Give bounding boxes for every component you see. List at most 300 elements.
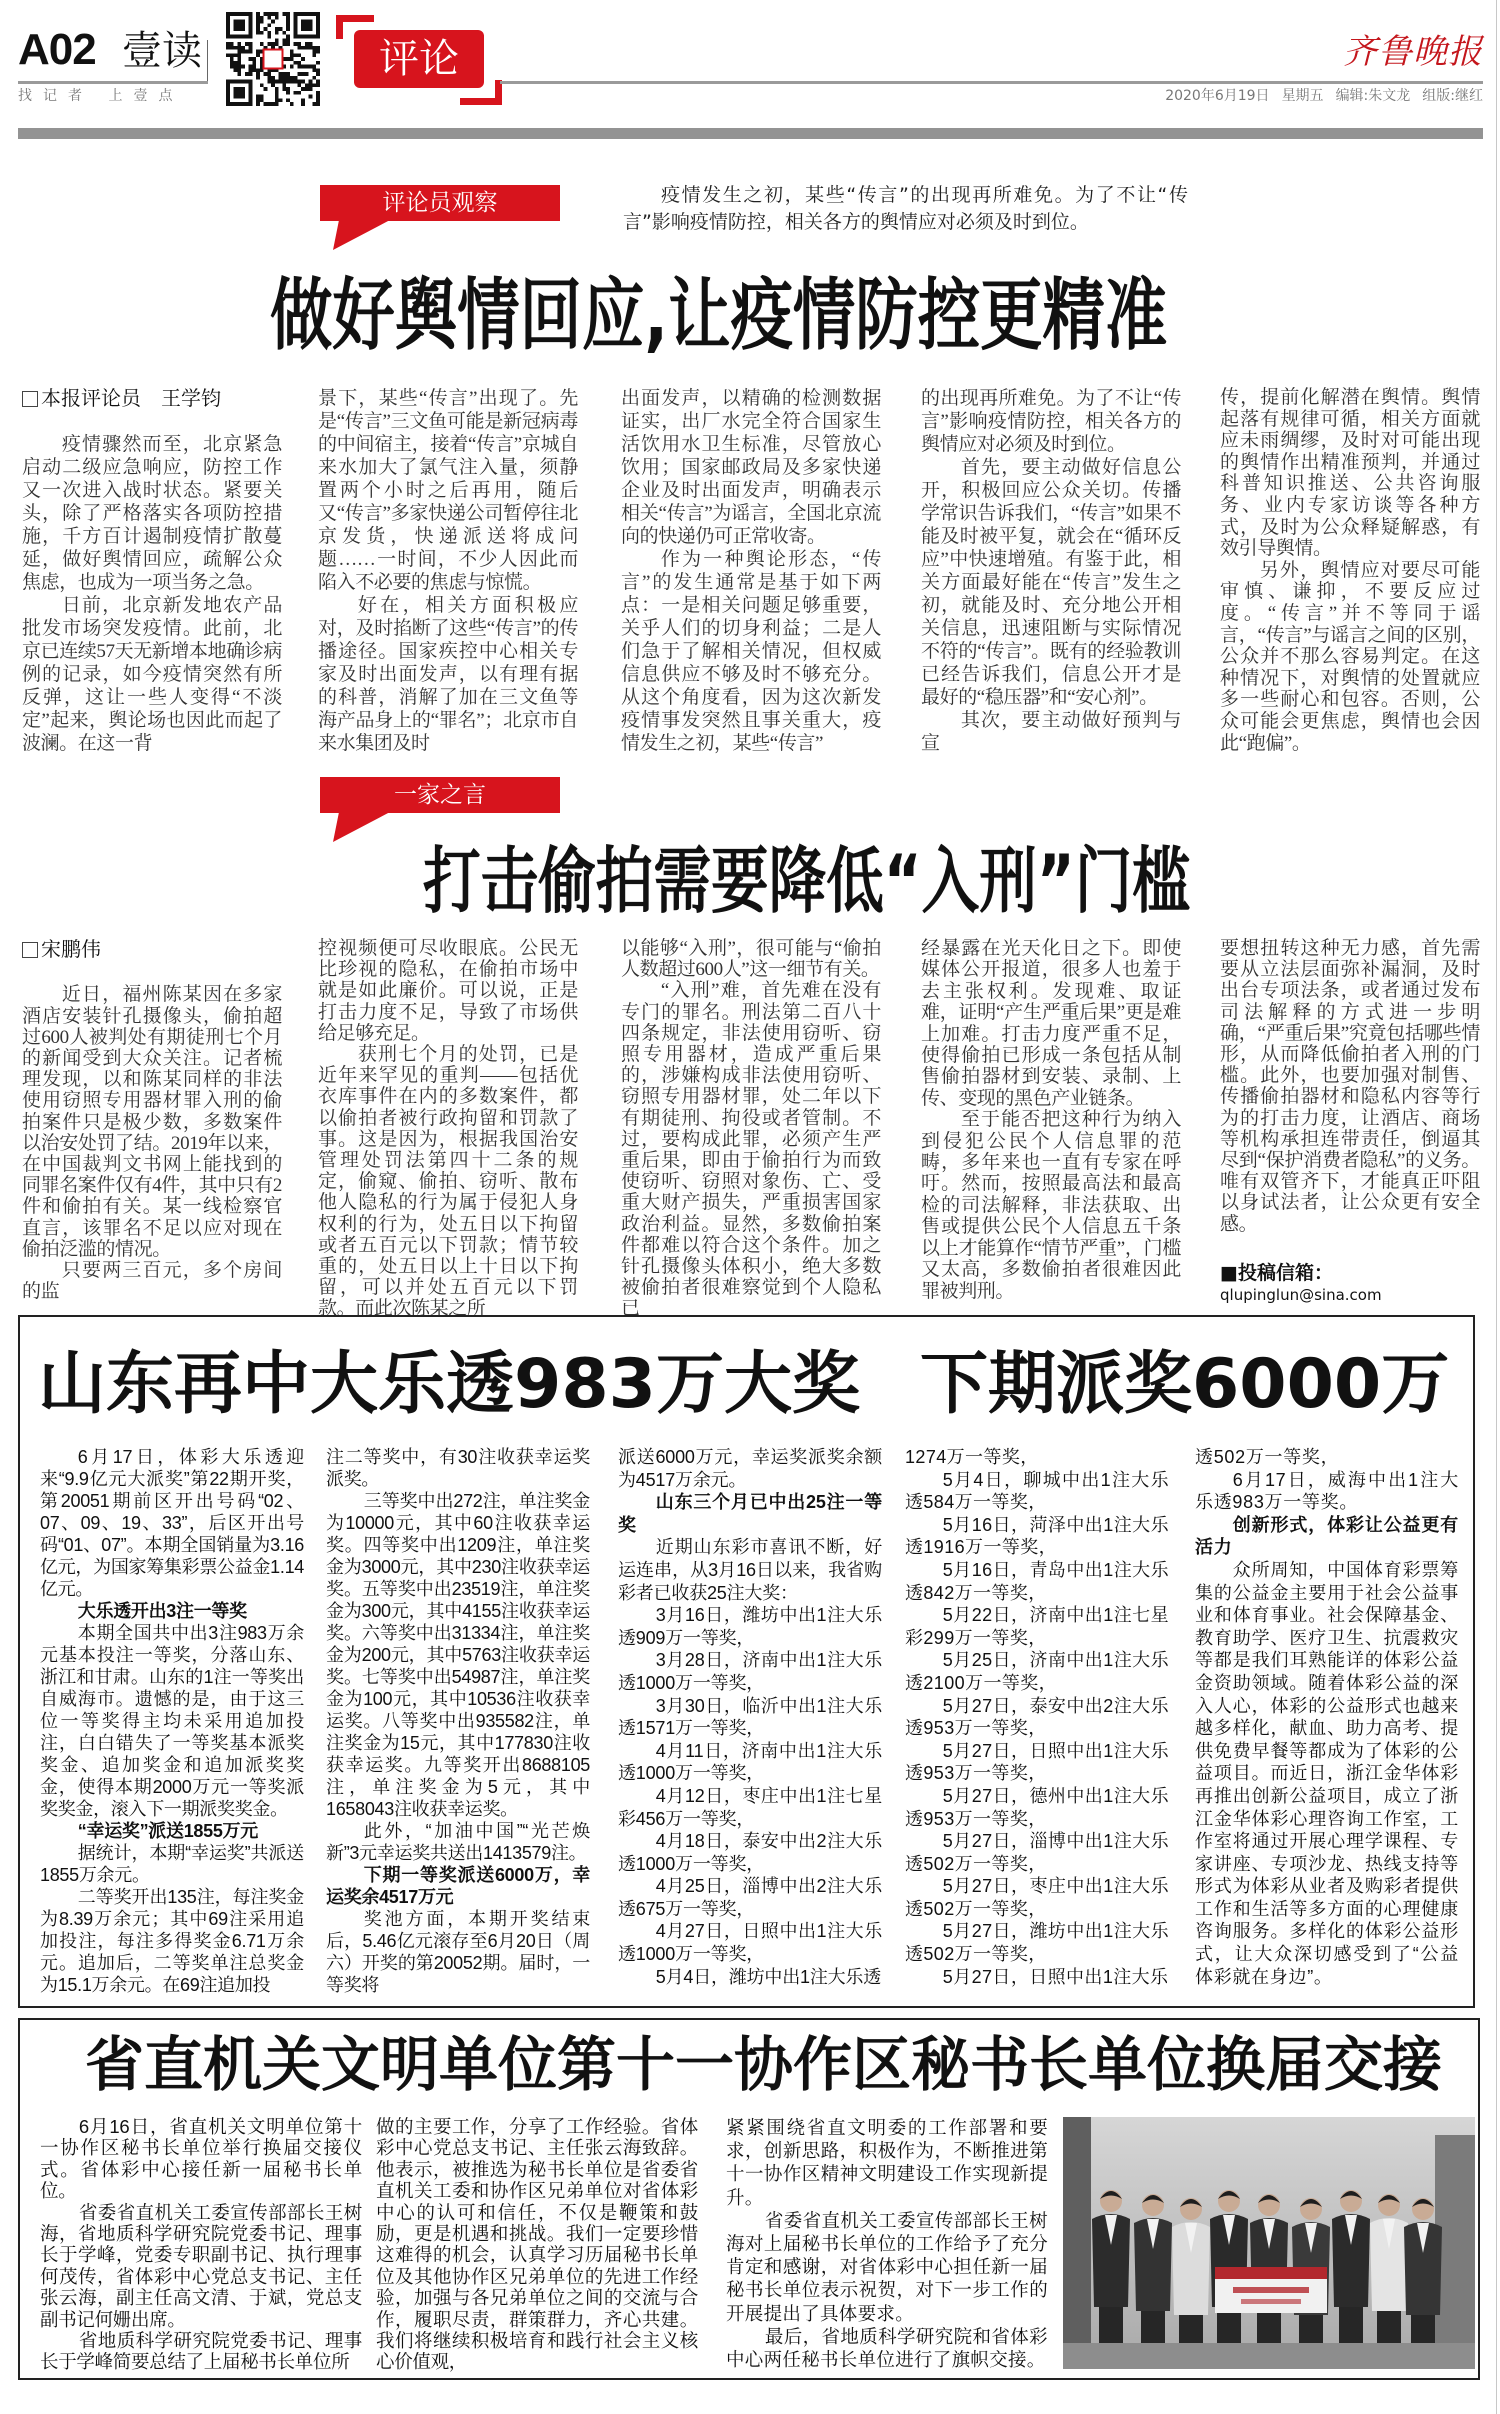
paragraph: 众所周知，中国体育彩票筹集的公益金主要用于社会公益事业和体育事业。社会保障基金、教育助学、医疗卫生、抗震救灾等都是我们耳熟能详的体彩公益金资助领域。随着体彩公益的深入人心，体彩的公益形式也越来越多样化，献血、助力高考、提供免费早餐等都成为了体彩的公益项目。而近日，浙江金华体彩再推出创新公益项目，成立了浙江金华体彩心理咨询工作室，工作室将通过开展心理学课程、专家讲座、专项沙龙、热线支持等形式为体彩从业者及购彩者提供工作和生活等多方面的心理健康咨询服务。多样化的体彩公益形式，让大众深切感受到了“公益体彩就在身边”。: [1195, 1559, 1459, 1987]
paragraph: 5月16日，菏泽中出1注大乐透1916万一等奖，: [905, 1514, 1169, 1558]
qr-module: [305, 46, 309, 50]
section-slogan: 找记者 上壹点: [18, 88, 184, 104]
qr-module: [301, 72, 305, 76]
qr-module: [294, 42, 298, 46]
qr-module: [286, 16, 290, 20]
qr-module: [237, 27, 241, 31]
text-column: [621, 938, 881, 1320]
qr-module: [294, 23, 298, 27]
qr-module: [234, 61, 238, 65]
article-tag: 评论员观察: [320, 185, 560, 221]
qr-module: [286, 98, 290, 102]
text-column: [921, 938, 1181, 1302]
qr-module: [260, 31, 264, 35]
paragraph: 5月22日，济南中出1注七星彩299万一等奖，: [905, 1605, 1169, 1648]
qr-module: [237, 46, 241, 50]
text-column: [40, 1446, 304, 1996]
paragraph: 做的主要工作，分享了工作经验。省体彩中心党总支书记、主任张云海致辞。他表示，被推选为秘书长单位是省委省直机关工委和协作区兄弟单位对省体彩中心的认可和信任，不仅是鞭策和鼓励，更是机遇和挑战。我们一定要珍惜这难得的机会，认真学习历届秘书长单位及其他协作区兄弟单位的先进工作经验，加强与各兄弟单位之间的交流与合作，履职尽责，群策群力，齐心共建。我们将继续积极培育和践行社会主义核心价值观，: [376, 2116, 698, 2373]
qr-module: [249, 83, 253, 87]
qr-module: [275, 95, 279, 99]
paragraph: 派送6000万元，幸运奖派奖余额为4517万余元。: [618, 1447, 882, 1490]
qr-module: [294, 16, 298, 20]
qr-module: [282, 42, 286, 46]
qr-module: [249, 50, 253, 54]
qr-module: [301, 98, 305, 102]
paragraph: 4月11日，济南中出1注大乐透1000万一等奖，: [618, 1740, 882, 1784]
paragraph: 6月17日，体彩大乐透迎来“9.9亿元大派奖”第22期开奖，第20051期前区开出号码“02、07、09、19、33”，后区开出号码“01、07”。本期全国销量为3.16亿元，为国家筹集彩票公益金1.14亿元。: [40, 1447, 304, 1599]
qr-module: [249, 12, 253, 16]
qr-module: [309, 80, 313, 84]
qr-module: [294, 76, 298, 80]
qr-module: [237, 12, 241, 16]
qr-module: [241, 87, 245, 91]
qr-module: [282, 80, 286, 84]
paragraph: 4月18日，泰安中出2注大乐透1000万一等奖，: [618, 1831, 882, 1874]
qr-module: [256, 20, 260, 24]
qr-module: [249, 16, 253, 20]
article-headline: 打击偷拍需要降低“入刑”门槛: [423, 839, 1190, 923]
qr-module: [256, 53, 260, 57]
qr-module: [226, 35, 230, 39]
qr-module: [275, 102, 279, 106]
qr-module: [316, 31, 320, 35]
page-edge: [1496, 0, 1497, 2414]
qr-module: [290, 102, 294, 106]
text-column: [618, 1446, 882, 1988]
qr-module: [256, 16, 260, 20]
issue-weekday: 星期五: [1281, 88, 1324, 104]
group-photo: [1063, 2117, 1475, 2369]
qr-module: [297, 53, 301, 57]
qr-module: [256, 68, 260, 72]
qr-module: [237, 57, 241, 61]
qr-module: [267, 76, 271, 80]
qr-module: [275, 31, 279, 35]
qr-module: [249, 102, 253, 106]
qr-module: [316, 16, 320, 20]
qr-module: [234, 46, 238, 50]
qr-module: [260, 20, 264, 24]
qr-module: [230, 80, 234, 84]
paragraph: 省委省直机关工委宣传部部长王树海，省地质科学研究院党委书记、理事长于学峰，党委专职副书记、执行理事何茂传，省体彩中心党总支书记、主任张云海，副主任高文清、于斌，党总支副书记何姗出席。: [40, 2201, 362, 2330]
qr-module: [226, 98, 230, 102]
channel-label: 评论: [354, 30, 484, 88]
qr-module: [241, 91, 245, 95]
qr-module: [301, 80, 305, 84]
paragraph: 作为一种舆论形态，“传言”的发生通常是基于如下两点：一是相关问题足够重要，关乎人们的切身利益；二是人们急于了解相关情况，但权威信息供应不够及时不够充分。从这个角度看，因为这次新发疫情事发突然且事关重大，疫情发生之初，某些“传言”: [621, 549, 881, 754]
qr-module: [294, 91, 298, 95]
qr-module: [249, 57, 253, 61]
qr-module: [252, 57, 256, 61]
qr-module: [226, 91, 230, 95]
qr-module: [316, 95, 320, 99]
qr-module: [286, 91, 290, 95]
qr-module: [275, 12, 279, 16]
qr-module: [249, 27, 253, 31]
qr-module: [230, 46, 234, 50]
ad-headline-main: 山东再中大乐透983万大奖: [38, 1345, 860, 1424]
qr-module: [312, 46, 316, 50]
qr-module: [234, 23, 238, 27]
qr-module: [256, 27, 260, 31]
qr-module: [234, 80, 238, 84]
qr-module: [301, 87, 305, 91]
qr-module: [294, 31, 298, 35]
qr-module: [234, 27, 238, 31]
qr-module: [297, 91, 301, 95]
qr-module: [312, 83, 316, 87]
qr-module: [226, 53, 230, 57]
paragraph: 奖池方面，本期开奖结束后，5.46亿元滚存至6月20日（周六）开奖的第20052期。届时，一等奖将: [326, 1909, 590, 1995]
qr-module: [256, 95, 260, 99]
paragraph: 要想扭转这种无力感，首先需要从立法层面弥补漏洞，及时出台专项法条，或者通过发布司法解释的方式进一步明确，“严重后果”究竟包括哪些情形，从而降低偷拍者入刑的门槛。此外，也要加强对制售、传播偷拍器材和隐私内容等行为的打击力度，让酒店、商场等机构承担连带责任，倒逼其尽到“保护消费者隐私”的义务。唯有双管齐下，才能真正吓阻以身试法者，让公众更有安全感。: [1220, 938, 1480, 1235]
paragraph: 5月27日，日照中出1注大乐: [942, 1966, 1169, 1987]
qr-code-icon: [226, 12, 320, 106]
qr-module: [290, 76, 294, 80]
photo-curtain: [1063, 2117, 1091, 2369]
paragraph: 5月27日，日照中出1注大乐透953万一等奖，: [905, 1740, 1169, 1784]
qr-module: [245, 50, 249, 54]
paragraph: 5月4日，潍坊中出1注大乐透: [655, 1966, 882, 1987]
text-column: [40, 2116, 362, 2373]
qr-module: [230, 53, 234, 57]
qr-module: [241, 102, 245, 106]
qr-module: [264, 12, 268, 16]
qr-module: [282, 72, 286, 76]
qr-module: [256, 76, 260, 80]
paragraph: 5月27日，潍坊中出1注大乐透502万一等奖，: [905, 1921, 1169, 1965]
qr-module: [279, 98, 283, 102]
layout-credit: 组版:继红: [1422, 88, 1483, 104]
qr-module: [271, 12, 275, 16]
qr-module: [226, 102, 230, 106]
qr-module: [305, 23, 309, 27]
paragraph: 4月25日，淄博中出2注大乐透675万一等奖，: [618, 1876, 882, 1919]
qr-module: [267, 42, 271, 46]
qr-module: [237, 42, 241, 46]
qr-module: [294, 35, 298, 39]
qr-module: [234, 95, 238, 99]
qr-module: [230, 102, 234, 106]
qr-module: [316, 80, 320, 84]
qr-module: [316, 27, 320, 31]
paragraph: 紧紧围绕省直文明委的工作部署和要求，创新思路，积极作为，不断推进第十一协作区精神文明建设工作实现新提升。: [726, 2117, 1048, 2208]
qr-module: [275, 87, 279, 91]
qr-module: [301, 57, 305, 61]
qr-module: [245, 12, 249, 16]
contact-email: qlupinglun@sina.com: [1220, 1285, 1382, 1304]
qr-module: [241, 80, 245, 84]
qr-module: [241, 65, 245, 69]
qr-module: [249, 87, 253, 91]
qr-module: [294, 20, 298, 24]
header-divider: [207, 40, 208, 82]
qr-module: [312, 65, 316, 69]
paragraph: 首先，要主动做好信息公开，积极回应公众关切。传播学常识告诉我们，“传言”如果不能及时被平复，就会在“循环反应”中快速增殖。有鉴于此，相关方面最好能在“传言”发生之初，就能及时、充分地公开相关信息，迅速阻断与实际情况不符的“传言”。既有的经验教训已经告诉我们，信息公开才是最好的“稳压器”和“安心剂”。: [921, 457, 1181, 708]
qr-module: [226, 12, 230, 16]
qr-module: [271, 42, 275, 46]
qr-module: [309, 20, 313, 24]
qr-module: [297, 46, 301, 50]
qr-module: [309, 46, 313, 50]
paragraph: 5月27日，枣庄中出1注大乐透502万一等奖，: [905, 1876, 1169, 1919]
qr-module: [264, 102, 268, 106]
qr-module: [230, 61, 234, 65]
qr-module: [286, 80, 290, 84]
qr-module: [312, 35, 316, 39]
qr-module: [249, 23, 253, 27]
qr-module: [312, 53, 316, 57]
page-number: A02: [18, 25, 96, 74]
qr-module: [256, 72, 260, 76]
qr-module: [226, 95, 230, 99]
qr-module: [245, 80, 249, 84]
qr-module: [309, 23, 313, 27]
qr-module: [282, 38, 286, 42]
qr-module: [301, 20, 305, 24]
qr-module: [305, 20, 309, 24]
qr-module: [316, 72, 320, 76]
paragraph: 1274万一等奖，: [905, 1447, 1039, 1467]
qr-module: [226, 23, 230, 27]
qr-module: [294, 61, 298, 65]
qr-module: [316, 83, 320, 87]
qr-module: [271, 20, 275, 24]
qr-module: [309, 27, 313, 31]
paragraph: 好在，相关方面积极应对，及时掐断了这些“传言”的传播途径。国家疾控中心相关专家及时出面发声，以有理有据的科普，消解了加在三文鱼等海产品身上的“罪名”；北京市自来水集团及时: [318, 595, 578, 754]
qr-module: [267, 23, 271, 27]
qr-module: [249, 35, 253, 39]
qr-module: [237, 102, 241, 106]
qr-module: [260, 98, 264, 102]
article-headline: 做好舆情回应,让疫情防控更精准: [270, 271, 1168, 361]
ad-headline-secondary: 下期派奖6000万: [919, 1345, 1450, 1424]
qr-module: [234, 35, 238, 39]
article-summary: 疫情发生之初，某些“传言”的出现再所难免。为了不让“传言”影响疫情防控，相关各方的舆情应对必须及时到位。: [623, 184, 1188, 233]
qr-module: [271, 76, 275, 80]
qr-module: [267, 16, 271, 20]
paragraph: 注二等奖中，有30注收获幸运奖派奖。: [326, 1447, 590, 1489]
paragraph: 获刑七个月的处罚，已是近年来罕见的重判——包括优衣库事件在内的多数案件，都以偷拍者被行政拘留和罚款了事。这是因为，根据我国治安管理处罚法第四十二条的规定，偷窥、偷拍、窃听、散布他人隐私的行为属于侵犯人身权利的行为，处五日以下拘留或者五百元以下罚款；情节较重的，处五日以上十日以下拘留，可以并处五百元以下罚款。而此次陈某之所: [318, 1044, 578, 1320]
qr-module: [286, 23, 290, 27]
speech-bubble-tail-icon: [330, 220, 390, 250]
qr-module: [297, 72, 301, 76]
text-column: [1195, 1446, 1459, 1988]
qr-module: [316, 23, 320, 27]
paragraph: 另外，舆情应对要尽可能审慎、谦抑，不要反应过度。“传言”并不等同于谣言，“传言”与谣言之间的区别，公众并不那么容易判定。在这种情况下，对舆情的处置就应多一些耐心和包容。否则，公众可能会更焦虑，舆情也会因此“跑偏”。: [1220, 559, 1480, 754]
qr-module: [316, 50, 320, 54]
qr-module: [237, 87, 241, 91]
paragraph: 三等奖中出272注，单注奖金为10000元，其中60注收获幸运奖。四等奖中出1209注，单注奖金为3000元，其中230注收获幸运奖。五等奖中出23519注，单注奖金为300元，其中4155注收获幸运奖。六等奖中出31334注，单注奖金为200元，其中5763注收获幸运奖。七等奖中出54987注，单注奖金为100元，其中10536注收获幸运奖。八等奖中出935582注，单注奖金为15元，其中177830注收获幸运奖。九等奖开出8688105注，单注奖金为5元，其中1658043注收获幸运奖。: [326, 1491, 590, 1819]
paragraph: 以能够“入刑”，很可能与“偷拍人数超过600人”这一细节有关。: [621, 938, 881, 981]
qr-module: [237, 80, 241, 84]
qr-module: [301, 27, 305, 31]
text-column: [318, 387, 578, 755]
paragraph: 此外，“加油中国”“光芒焕新”3元幸运奖共送出1413579注。: [326, 1821, 590, 1863]
text-column: [1220, 938, 1480, 1305]
qr-module: [256, 23, 260, 27]
qr-module: [234, 65, 238, 69]
qr-module: [305, 12, 309, 16]
qr-module: [301, 12, 305, 16]
photo-banner: [1215, 2267, 1327, 2313]
qr-module: [286, 76, 290, 80]
qr-module: [249, 72, 253, 76]
qr-module: [305, 35, 309, 39]
qr-module: [316, 98, 320, 102]
subheading: 山东三个月已中出25注一等奖: [618, 1492, 882, 1535]
qr-module: [237, 50, 241, 54]
qr-module: [249, 68, 253, 72]
paragraph: 4月27日，日照中出1注大乐透1000万一等奖，: [618, 1921, 882, 1965]
qr-module: [249, 65, 253, 69]
qr-module: [305, 42, 309, 46]
paragraph: 控视频便可尽收眼底。公民无比珍视的隐私，在偷拍市场中就是如此廉价。可以说，正是打击力度不足，导致了市场供给足够充足。: [318, 938, 578, 1044]
paragraph: 透502万一等奖，: [1195, 1447, 1340, 1467]
paragraph: 4月12日，枣庄中出1注七星彩456万一等奖，: [618, 1785, 882, 1829]
qr-module: [249, 20, 253, 24]
paragraph: 5月27日，泰安中出2注大乐透953万一等奖，: [905, 1695, 1169, 1739]
qr-module: [301, 46, 305, 50]
qr-module: [290, 50, 294, 54]
paragraph: 日前，北京新发地农产品批发市场突发疫情。此前，北京已连续57天无新增本地确诊病例的记录，如今疫情突然有所反弹，这让一些人变得“不淡定”起来，舆论场也因此而起了波澜。在这一背: [22, 595, 283, 755]
qr-module: [256, 50, 260, 54]
qr-module: [301, 35, 305, 39]
qr-module: [316, 12, 320, 16]
text-column: [326, 1446, 590, 1996]
article-tag: 一家之言: [320, 777, 560, 813]
qr-module: [290, 57, 294, 61]
qr-module: [237, 35, 241, 39]
qr-module: [260, 16, 264, 20]
qr-module: [309, 83, 313, 87]
paragraph: 至于能否把这种行为纳入到侵犯公民个人信息罪的范畴，多年来也一直有专家在呼吁。然而，按照最高法和最高检的司法解释，非法获取、出售或提供公民个人信息五千条以上才能算作“情节严重”，门槛又太高，多数偷拍者很难因此罪被判刑。: [921, 1109, 1181, 1302]
qr-module: [226, 31, 230, 35]
qr-module: [230, 57, 234, 61]
qr-module: [237, 68, 241, 72]
qr-center-logo: [264, 50, 283, 69]
qr-module: [256, 102, 260, 106]
paragraph: 6月17日，威海中出1注大乐透983万一等奖。: [1195, 1469, 1459, 1513]
qr-module: [226, 46, 230, 50]
text-column: [22, 938, 282, 1302]
qr-module: [226, 83, 230, 87]
qr-module: [245, 35, 249, 39]
qr-module: [309, 65, 313, 69]
qr-module: [226, 42, 230, 46]
qr-module: [234, 68, 238, 72]
qr-module: [286, 20, 290, 24]
editor-credit: 编辑:朱文龙: [1335, 88, 1411, 104]
qr-module: [260, 95, 264, 99]
qr-module: [230, 35, 234, 39]
qr-module: [256, 12, 260, 16]
qr-module: [312, 102, 316, 106]
qr-module: [316, 61, 320, 65]
paragraph: 3月16日，潍坊中出1注大乐透909万一等奖，: [618, 1605, 882, 1648]
issue-date: 2020年6月19日: [1165, 88, 1270, 104]
qr-module: [294, 53, 298, 57]
qr-module: [252, 68, 256, 72]
qr-module: [305, 72, 309, 76]
qr-module: [286, 72, 290, 76]
qr-module: [271, 83, 275, 87]
qr-module: [282, 87, 286, 91]
qr-module: [286, 42, 290, 46]
qr-module: [241, 20, 245, 24]
qr-module: [309, 12, 313, 16]
qr-module: [301, 102, 305, 106]
qr-module: [237, 61, 241, 65]
qr-module: [305, 83, 309, 87]
qr-module: [271, 102, 275, 106]
qr-module: [241, 23, 245, 27]
qr-module: [286, 12, 290, 16]
photo-floor: [1063, 2343, 1475, 2369]
qr-module: [256, 31, 260, 35]
qr-module: [279, 27, 283, 31]
qr-module: [249, 95, 253, 99]
qr-module: [267, 80, 271, 84]
text-column: [376, 2116, 698, 2373]
qr-module: [297, 83, 301, 87]
paragraph: 省地质科学研究院党委书记、理事长于学峰简要总结了上届秘书长单位所: [40, 2330, 362, 2373]
qr-module: [286, 27, 290, 31]
paragraph: 5月4日，聊城中出1注大乐透584万一等奖，: [905, 1469, 1169, 1513]
qr-module: [316, 91, 320, 95]
paragraph: 5月25日，济南中出1注大乐透2100万一等奖，: [905, 1650, 1169, 1693]
qr-module: [301, 65, 305, 69]
qr-module: [275, 38, 279, 42]
qr-module: [249, 80, 253, 84]
paragraph: 二等奖开出135注，每注奖金为8.39万余元；其中69注采用追加投注，每注多得奖金6.71万余元。追加后，二等奖单注总奖金为15.1万余元。在69注追加投: [40, 1887, 304, 1995]
qr-module: [249, 31, 253, 35]
text-column: [905, 1446, 1169, 1988]
qr-module: [241, 46, 245, 50]
qr-module: [297, 42, 301, 46]
qr-module: [294, 80, 298, 84]
paragraph: 据统计，本期“幸运奖”共派送1855万余元。: [40, 1843, 304, 1885]
text-column: [921, 387, 1181, 755]
qr-module: [226, 80, 230, 84]
paragraph: 5月16日，青岛中出1注大乐透842万一等奖，: [905, 1559, 1169, 1603]
news-headline: 省直机关文明单位第十一协作区秘书长单位换届交接: [85, 2030, 1443, 2099]
qr-module: [290, 53, 294, 57]
qr-module: [305, 87, 309, 91]
qr-module: [275, 16, 279, 20]
qr-module: [309, 35, 313, 39]
qr-module: [316, 35, 320, 39]
qr-module: [286, 57, 290, 61]
paragraph: 3月28日，济南中出1注大乐透1000万一等奖，: [618, 1650, 882, 1693]
qr-module: [226, 16, 230, 20]
dateline: [1153, 87, 1483, 105]
speech-bubble-tail-icon: [330, 812, 390, 842]
qr-module: [267, 102, 271, 106]
qr-module: [230, 12, 234, 16]
qr-module: [241, 95, 245, 99]
qr-module: [234, 12, 238, 16]
qr-module: [294, 27, 298, 31]
text-column: [22, 387, 282, 755]
paragraph: 省委省直机关工委宣传部部长王树海对上届秘书长单位的工作给予了充分肯定和感谢，对省体彩中心担任新一届秘书长单位表示祝贺，对下一步工作的开展提出了具体要求。: [726, 2209, 1048, 2324]
qr-module: [297, 65, 301, 69]
text-column: [621, 387, 881, 755]
qr-module: [249, 98, 253, 102]
paragraph: 近日，福州陈某因在多家酒店安装针孔摄像头，偷拍超过600人被判处有期徒刑七个月的新闻受到大众关注。记者梳理发现，以和陈某同样的非法使用窃照专用器材罪入刑的偷拍案件只是极少数，多数案件以治安处罚了结。2019年以来，在中国裁判文书网上能找到的同罪名案件仅有4件，其中只有2件和偷拍有关。某一线检察官直言，该罪名不足以应对现在偷拍泛滥的情况。: [22, 984, 283, 1260]
qr-module: [316, 68, 320, 72]
qr-module: [316, 20, 320, 24]
